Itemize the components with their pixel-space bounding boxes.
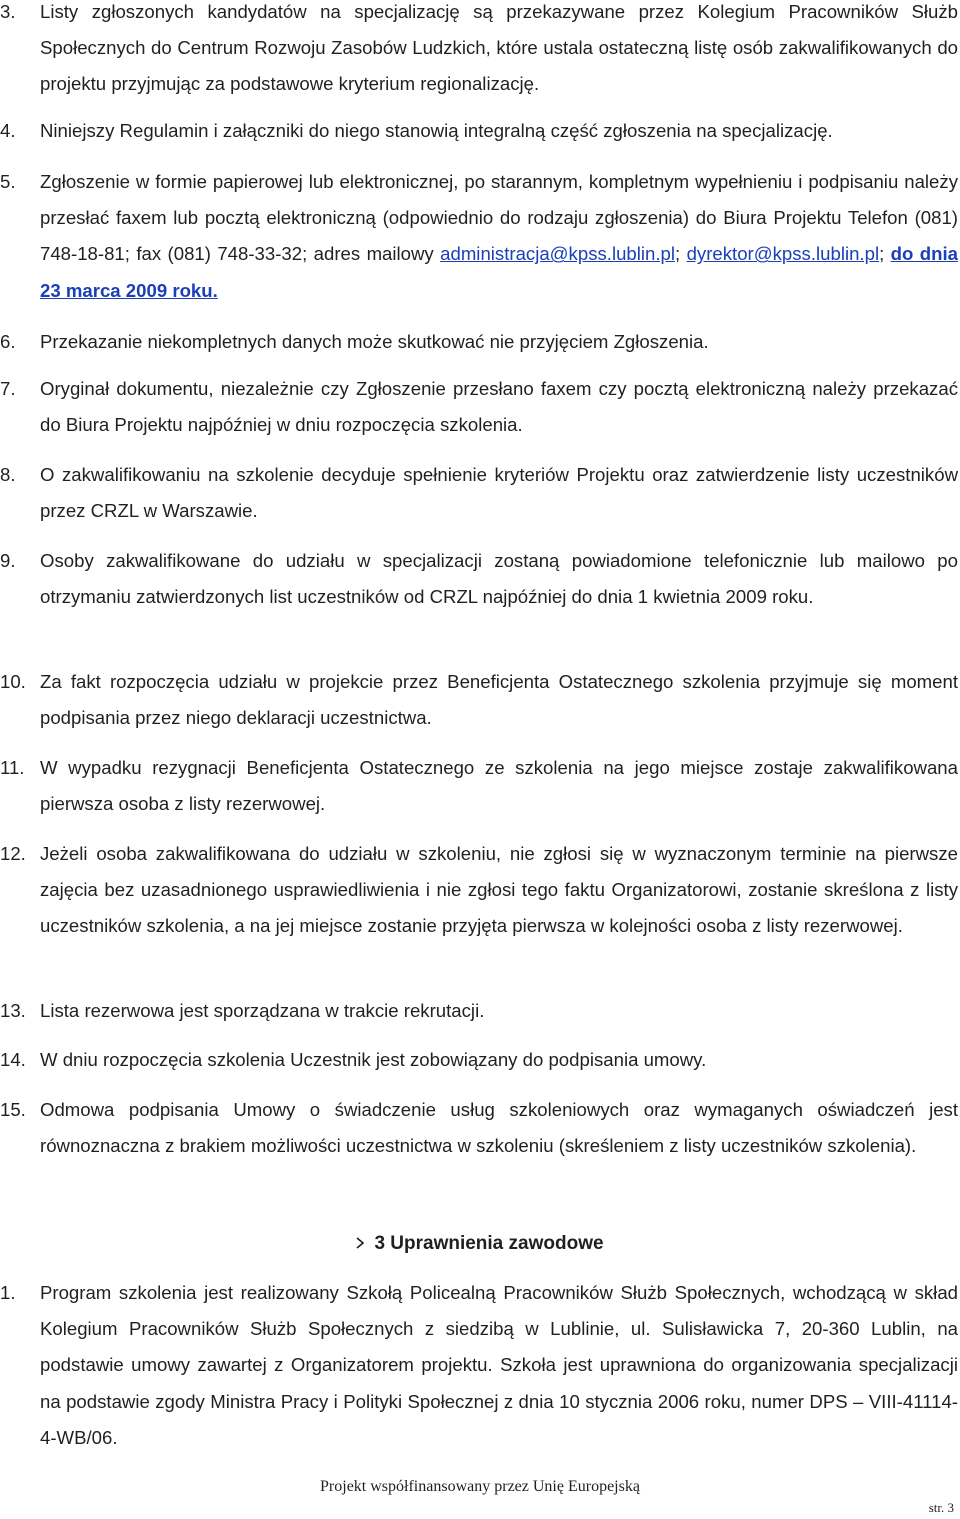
separator: ; bbox=[675, 243, 687, 265]
list-item bbox=[0, 750, 958, 822]
list-item bbox=[0, 371, 958, 443]
item-number: 4. bbox=[0, 120, 16, 141]
item-number: 15. bbox=[0, 1099, 26, 1120]
item-number: 1. bbox=[0, 1282, 16, 1303]
item-number: 3. bbox=[0, 1, 16, 22]
item-text: Za fakt rozpoczęcia udziału w projekcie przez Beneficjenta Ostatecznego szkolenia przyjmuje się moment podpisania przez niego deklaracji uczestnictwa. bbox=[40, 671, 958, 729]
page-number: str. 3 bbox=[928, 1500, 954, 1515]
footer-text: Projekt współfinansowany przez Unię Europejską bbox=[320, 1478, 640, 1495]
item-number: 5. bbox=[0, 171, 16, 192]
item-text: Jeżeli osoba zakwalifikowana do udziału w szkoleniu, nie zgłosi się w wyznaczonym terminie na pierwsze zajęcia bez uzasadnionego usprawiedliwienia i nie zgłosi tego faktu Organizatorowi, zostanie skreślona z listy uczestników szkolenia, a na jej miejsce zostanie przyjęta pierwsza w kolejności osoba z listy rezerwowej. bbox=[40, 843, 958, 937]
item-number: 14. bbox=[0, 1049, 26, 1070]
email-link-administracja[interactable]: administracja@kpss.lublin.pl bbox=[440, 243, 676, 265]
list-item bbox=[0, 0, 958, 103]
list-item bbox=[0, 113, 958, 149]
item-text: W wypadku rezygnacji Beneficjenta Ostatecznego ze szkolenia na jego miejsce zostaje zakwalifikowana pierwsza osoba z listy rezerwowej. bbox=[40, 757, 958, 815]
item-text: Odmowa podpisania Umowy o świadczenie usług szkoleniowych oraz wymaganych oświadczeń jest równoznaczna z brakiem możliwości uczestnictwa w szkoleniu (skreśleniem z listy uczestników szkolenia). bbox=[40, 1099, 958, 1157]
list-item bbox=[0, 324, 958, 360]
arrow-bullet-icon bbox=[356, 1237, 364, 1249]
item-text: Przekazanie niekompletnych danych może skutkować nie przyjęciem Zgłoszenia. bbox=[40, 331, 709, 352]
item-text: Niniejszy Regulamin i załączniki do niego stanowią integralną część zgłoszenia na specjalizację. bbox=[40, 120, 833, 141]
item-number: 11. bbox=[0, 757, 25, 778]
list-item bbox=[0, 664, 958, 736]
email-link-dyrektor[interactable]: dyrektor@kpss.lublin.pl bbox=[686, 243, 880, 265]
item-number: 7. bbox=[0, 378, 16, 399]
item-text: Listy zgłoszonych kandydatów na specjalizację są przekazywane przez Kolegium Pracowników Służb Społecznych do Centrum Rozwoju Zasobów Ludzkich, które ustala ostateczną listę osób zakwalifikowanych do projektu przyjmując za podstawowe kryterium regionalizację. bbox=[40, 1, 958, 95]
list-item bbox=[0, 1042, 958, 1078]
item-text: W dniu rozpoczęcia szkolenia Uczestnik jest zobowiązany do podpisania umowy. bbox=[40, 1049, 707, 1070]
item-number: 9. bbox=[0, 550, 16, 571]
item-number: 6. bbox=[0, 331, 16, 352]
item-body: Zgłoszenie w formie papierowej lub elektronicznej, po starannym, kompletnym wypełnieniu i podpisaniu należy przesłać faxem lub pocztą elektroniczną (odpowiednio do rodzaju zgłoszenia) do Biura Projektu Telefon (081) 748-18-81; fax (081) 748-33-32; adres mailowy bbox=[40, 171, 958, 265]
list-item bbox=[0, 1092, 958, 1164]
item-number: 12. bbox=[0, 843, 26, 864]
section-heading bbox=[0, 1226, 960, 1262]
list-item bbox=[0, 543, 958, 615]
item-text: Lista rezerwowa jest sporządzana w trakcie rekrutacji. bbox=[40, 1000, 485, 1021]
item-text bbox=[40, 164, 958, 309]
item-text: Osoby zakwalifikowane do udziału w specjalizacji zostaną powiadomione telefonicznie lub mailowo po otrzymaniu zatwierdzonych list uczestników od CRZL najpóźniej do dnia 1 kwietnia 2009 roku. bbox=[40, 550, 958, 608]
item-text: Oryginał dokumentu, niezależnie czy Zgłoszenie przesłano faxem czy pocztą elektroniczną należy przekazać do Biura Projektu najpóźniej w dniu rozpoczęcia szkolenia. bbox=[40, 378, 958, 436]
item-number: 10. bbox=[0, 671, 26, 692]
item-number: 8. bbox=[0, 464, 16, 485]
separator: ; bbox=[879, 243, 891, 265]
list-item bbox=[0, 836, 958, 945]
item-number: 13. bbox=[0, 1000, 26, 1021]
deadline-text: do dnia 23 marca 2009 roku. bbox=[40, 243, 958, 301]
list-item bbox=[0, 1275, 958, 1456]
list-item bbox=[0, 164, 958, 309]
list-item bbox=[0, 993, 958, 1029]
item-text: Program szkolenia jest realizowany Szkołą Policealną Pracowników Służb Społecznych, wchodzącą w skład Kolegium Pracowników Służb Społecznych z siedzibą w Lublinie, ul. Sulisławicka 7, 20-360 Lublin, na podstawie umowy zawartej z Organizatorem projektu. Szkoła jest uprawniona do organizowania specjalizacji na podstawie zgody Ministra Pracy i Polityki Społecznej z dnia 10 stycznia 2006 roku, numer DPS – VIII-41114-4-WB/06. bbox=[40, 1282, 958, 1448]
list-item bbox=[0, 457, 958, 529]
item-text: O zakwalifikowaniu na szkolenie decyduje spełnienie kryteriów Projektu oraz zatwierdzenie listy uczestników przez CRZL w Warszawie. bbox=[40, 464, 958, 522]
section-heading-text: 3 Uprawnienia zawodowe bbox=[374, 1233, 604, 1254]
